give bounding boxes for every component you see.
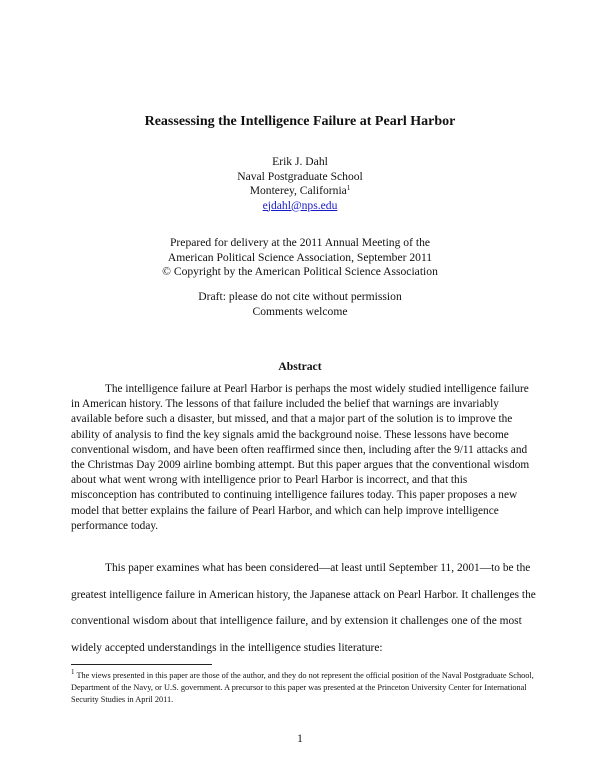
author-name: Erik J. Dahl [272, 155, 328, 168]
author-email-link[interactable]: ejdahl@nps.edu [262, 198, 338, 212]
abstract-heading: Abstract [278, 360, 322, 373]
prepared-line-2: American Political Science Association, September 2011 [167, 250, 433, 264]
abstract-text: The intelligence failure at Pearl Harbor is perhaps the most widely studied intelligence failure in American history. The lessons of that failure included the belief that warnings are invariably available before such a disaster, but missed, and that a major part of the solution is to improve the ability of analysis to find the key signals amid the background noise. These lessons have become conventional wisdom, and have been often reaffirmed since then, including after the 9/11 attacks and the Christmas Day 2009 airline bombing attempt. But this paper argues that the conventional wisdom about what went wrong with intelligence prior to Pearl Harbor is incorrect, and that this misconception has contributed to continuing intelligence failures today. This paper proposes a new model that better explains the failure of Pearl Harbor, and which can help improve intelligence performance today. [71, 383, 530, 532]
author-affiliation: Naval Postgraduate School [237, 169, 363, 183]
author-location: Monterey, California [249, 184, 347, 197]
copyright-line: © Copyright by the American Political Science Association [162, 265, 438, 278]
author-block [0, 155, 600, 213]
prepared-line-1: Prepared for delivery at the 2011 Annual Meeting of the [169, 236, 431, 249]
page-number: 1 [297, 733, 303, 745]
prepared-block [0, 236, 600, 280]
footnote-separator [71, 664, 212, 665]
body-paragraph: This paper examines what has been considered—at least until September 11, 2001—to be the greatest intelligence failure in American history, the Japanese attack on Pearl Harbor. It challenges the conventional wisdom about that intelligence failure, and by extension it challenges one of the most widely accepted understandings in the intelligence studies literature: [71, 562, 536, 654]
draft-line-2: Comments welcome [252, 304, 348, 318]
footnote-text: The views presented in this paper are those of the author, and they do not represent the official position of the Naval Postgraduate School, Department of the Navy, or U.S. government. A precursor to this paper was presented at the Princeton University Center for International Security Studies in April 2011. [71, 671, 534, 704]
draft-notice [0, 290, 600, 319]
footnote [71, 670, 541, 705]
paper-title: Reassessing the Intelligence Failure at Pearl Harbor [144, 114, 456, 129]
author-location-line [0, 184, 600, 199]
draft-line-1: Draft: please do not cite without permission [198, 290, 402, 303]
footnote-reference[interactable]: 1 [346, 184, 351, 192]
footnote-mark: 1 [71, 668, 75, 676]
